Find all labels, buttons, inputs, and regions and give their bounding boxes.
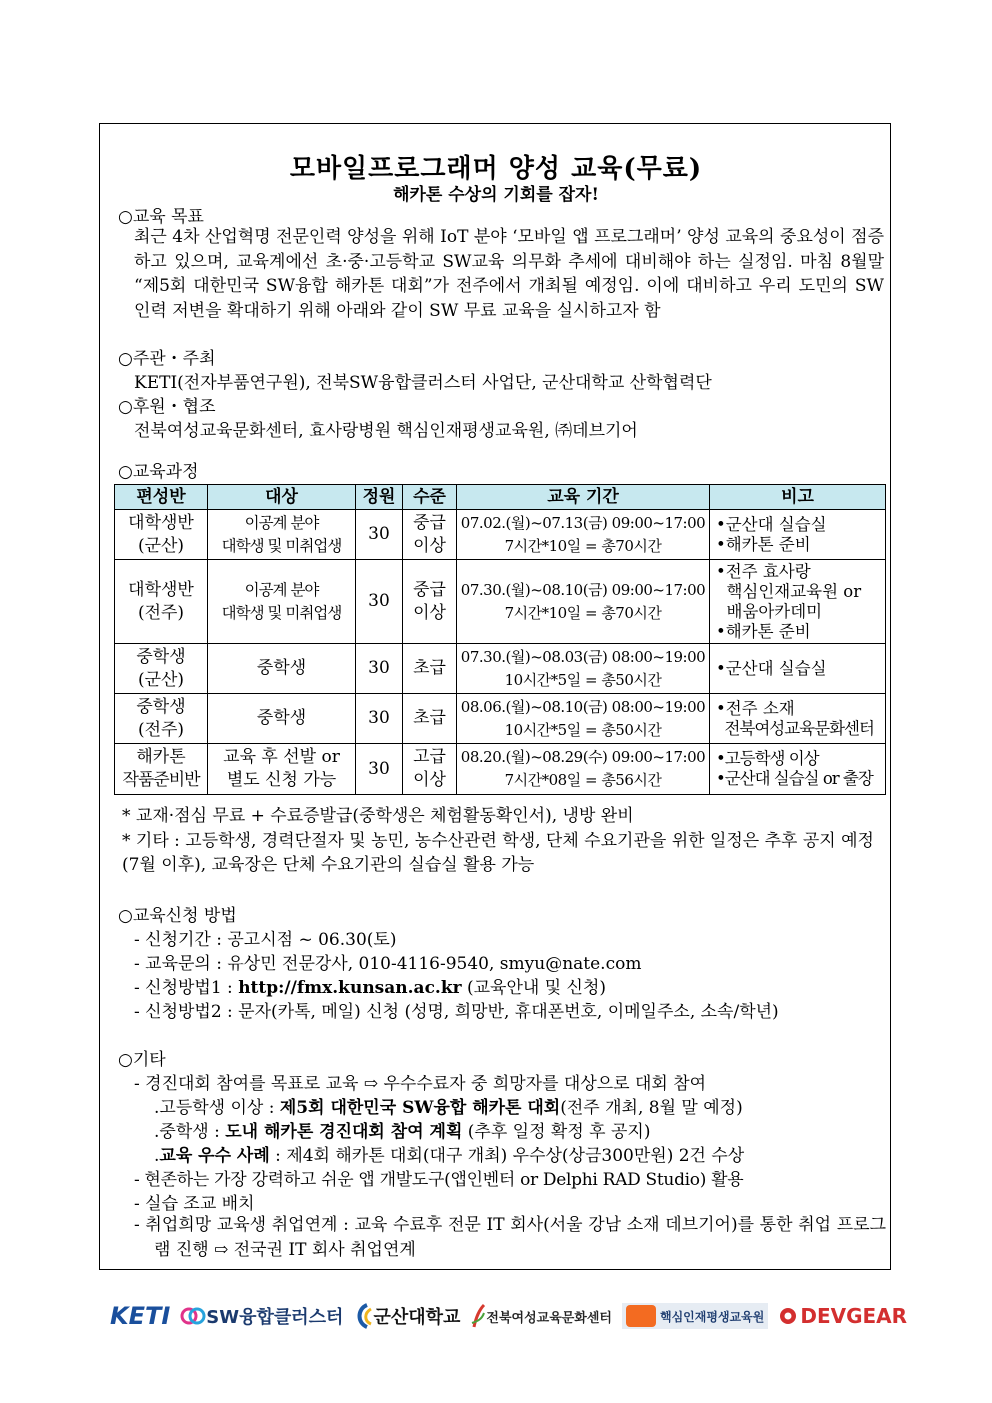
etc-sub-middleschool: .중학생 : 도내 해카톤 경진대회 참여 계획 (추후 일정 확정 후 공지) [154,1122,651,1142]
women-center-emblem-icon [470,1303,486,1329]
period-cell: 07.30.(월)~08.10(금) 09:00~17:00 7시간*10일 = 총70시간 [457,560,710,644]
cluster-rings-icon [180,1304,206,1328]
target-cell: 이공계 분야 대학생 및 미취업생 [208,560,356,644]
course-note-materials: * 교재·점심 무료 + 수료증발급(중학생은 체험활동확인서), 냉방 완비 [122,806,634,826]
course-heading: ○교육과정 [118,462,199,482]
apply-period: - 신청기간 : 공고시점 ~ 06.30(토) [134,930,397,950]
table-row [115,744,886,795]
etc-item-contest: - 경진대회 참여를 목표로 교육 ⇨ 우수수료자 중 희망자를 대상으로 대회 참여 [134,1074,707,1094]
target-cell: 중학생 [208,644,356,694]
apply-method2: - 신청방법2 : 문자(카톡, 메일) 신청 (성명, 희망반, 휴대폰번호, 이메일주소, 소속/학년) [134,1002,779,1022]
women-center-logo: 전북여성교육문화센터 [470,1303,612,1329]
level-cell: 중급 이상 [403,510,457,560]
target-cell: 중학생 [208,694,356,744]
notes-cell: •전주 소재 전북여성교육문화센터 [710,694,886,744]
sponsor-heading: ○후원・협조 [118,397,216,417]
class-cell: 해카톤 작품준비반 [115,744,208,795]
page-subtitle: 해카톤 수상의 기회를 잡자! [393,185,599,205]
notes-cell: •전주 효사랑 핵심인재교육원 or 배움아카데미 •해카톤 준비 [710,560,886,644]
etc-sub-best-case: .교육 우수 사례 : 제4회 해카톤 대회(대구 개최) 우수상(상금300만원) 2건 수상 [154,1146,745,1166]
core-emblem-icon [626,1305,656,1327]
notes-cell: •고등학생 이상 •군산대 실습실 or 출장 [710,744,886,795]
class-cell: 대학생반 (전주) [115,560,208,644]
column-header: 교육 기간 [457,485,710,510]
capacity-cell: 30 [356,510,403,560]
class-cell: 중학생 (전주) [115,694,208,744]
goal-heading: ○교육 목표 [118,207,204,227]
column-header: 비고 [710,485,886,510]
level-cell: 고급 이상 [403,744,457,795]
table-row [115,560,886,644]
apply-contact: - 교육문의 : 유상민 전문강사, 010-4116-9540, smyu@nate.com [134,954,642,974]
level-cell: 중급 이상 [403,560,457,644]
table-row [115,510,886,560]
page-title: 모바일프로그래머 양성 교육(무료) [289,154,703,184]
course-note-etc: * 기타 : 고등학생, 경력단절자 및 농민, 농수산관련 학생, 단체 수요기관을 위한 일정은 추후 공지 예정(7월 이후), 교육장은 단체 수요기관의 실습실 활용 가능 [122,831,874,875]
etc-item-assistant: - 실습 조교 배치 [134,1194,255,1214]
target-cell: 이공계 분야 대학생 및 미취업생 [208,510,356,560]
table-row [115,644,886,694]
apply-method1: - 신청방법1 : http://fmx.kunsan.ac.kr (교육안내 및 신청) [134,978,607,998]
period-cell: 08.20.(월)~08.29(수) 09:00~17:00 7시간*08일 = 총56시간 [457,744,710,795]
level-cell: 초급 [403,694,457,744]
goal-body: 최근 4차 산업혁명 전문인력 양성을 위해 IoT 분야 ‘모바일 앱 프로그래머’ 양성 교육의 중요성이 점증하고 있으며, 교육계에선 초·중·고등학교 SW교육 의무화 추세에 대비해야 하는 실정임. 마침 8월말 “제5회 대한민국 SW융합 해카톤 대회”가 전주에서 개최될 예정임. 이에 대비하고 우리 도민의 SW 인력 저변을 확대하기 위해 아래와 같이 SW 무료 교육을 실시하고자 함 [134,227,884,321]
table-row [115,694,886,744]
sw-cluster-logo: SW융합클러스터 [180,1303,343,1329]
host-heading: ○주관・주최 [118,349,216,369]
host-body: KETI(전자부품연구원), 전북SW융합클러스터 사업단, 군산대학교 산학협력단 [134,373,712,393]
notes-cell: •군산대 실습실 [710,644,886,694]
period-cell: 07.02.(월)~07.13(금) 09:00~17:00 7시간*10일 = 총70시간 [457,510,710,560]
column-header: 수준 [403,485,457,510]
apply-url-link[interactable]: http://fmx.kunsan.ac.kr [238,978,462,998]
column-header: 대상 [208,485,356,510]
capacity-cell: 30 [356,694,403,744]
core-talent-logo: 핵심인재평생교육원 [622,1303,768,1329]
keti-logo: KETI [110,1302,171,1330]
class-cell: 대학생반 (군산) [115,510,208,560]
apply-heading: ○교육신청 방법 [118,906,237,926]
course-table [114,484,886,795]
etc-item-tool: - 현존하는 가장 강력하고 쉬운 앱 개발도구(앱인벤터 or Delphi RAD Studio) 활용 [134,1170,744,1190]
column-header: 편성반 [115,485,208,510]
column-header: 정원 [356,485,403,510]
devgear-logo: DEVGEAR [778,1304,907,1328]
kunsan-univ-logo: 군산대학교 [353,1303,460,1329]
capacity-cell: 30 [356,744,403,795]
kunsan-emblem-icon [353,1303,373,1329]
period-cell: 08.06.(월)~08.10(금) 08:00~19:00 10시간*5일 = 총50시간 [457,694,710,744]
capacity-cell: 30 [356,644,403,694]
level-cell: 초급 [403,644,457,694]
etc-heading: ○기타 [118,1050,166,1070]
etc-sub-highschool: .고등학생 이상 : 제5회 대한민국 SW융합 해카톤 대회(전주 개최, 8월 말 예정) [154,1098,743,1118]
gear-icon [778,1306,798,1326]
period-cell: 07.30.(월)~08.03(금) 08:00~19:00 10시간*5일 = 총50시간 [457,644,710,694]
notes-cell: •군산대 실습실 •해카톤 준비 [710,510,886,560]
footer-logos [110,1296,907,1336]
class-cell: 중학생 (군산) [115,644,208,694]
table-header-row [115,485,886,510]
capacity-cell: 30 [356,560,403,644]
target-cell: 교육 후 선발 or 별도 신청 가능 [208,744,356,795]
sponsor-body: 전북여성교육문화센터, 효사랑병원 핵심인재평생교육원, ㈜데브기어 [134,421,638,441]
etc-item-employment: - 취업희망 교육생 취업연계 : 교육 수료후 전문 IT 회사(서울 강남 소재 데브기어)를 통한 취업 프로그램 진행 ⇨ 전국권 IT 회사 취업연계 [134,1215,886,1260]
